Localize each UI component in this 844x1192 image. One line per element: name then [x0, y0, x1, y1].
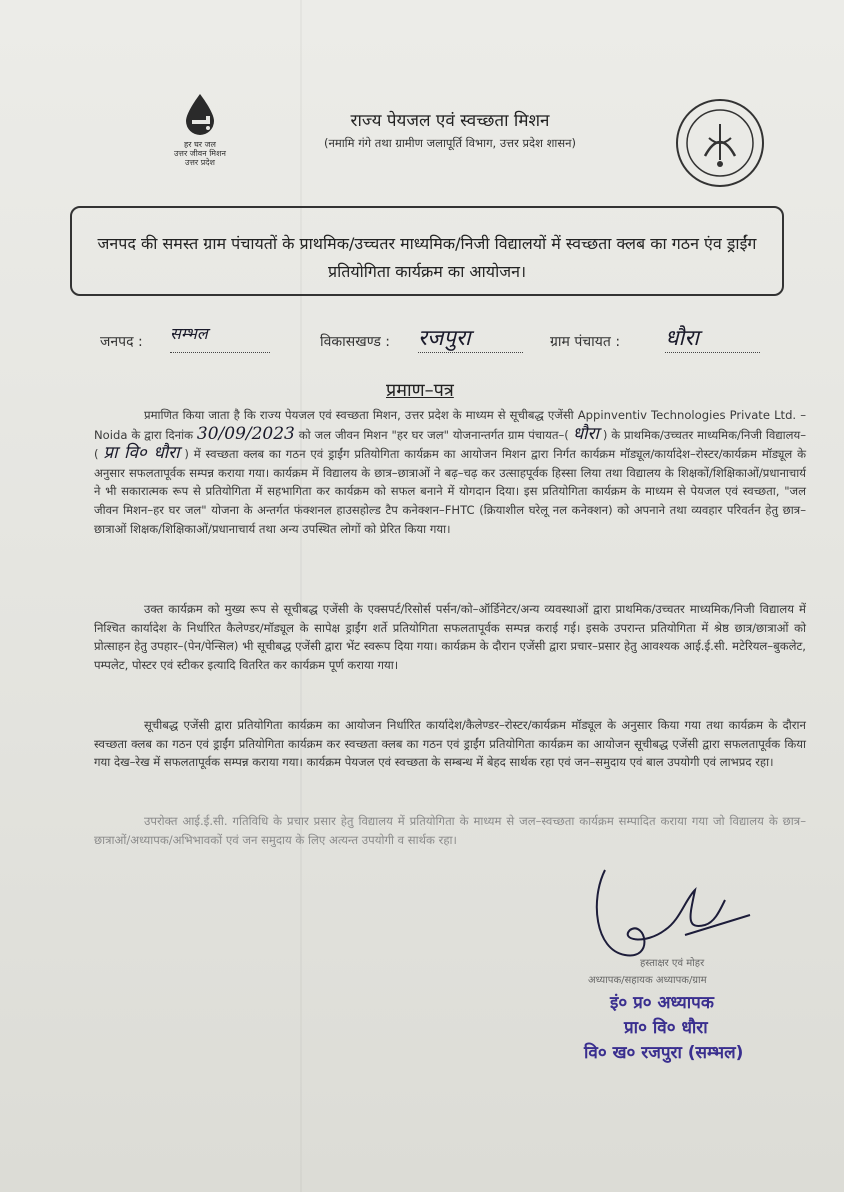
- org-title: राज्य पेयजल एवं स्वच्छता मिशन: [350, 111, 550, 131]
- paper-fold: [300, 0, 302, 1192]
- district-label: जनपद :: [100, 334, 143, 350]
- stamp-line-3: वि० ख० रजपुरा (सम्भल): [584, 1043, 744, 1063]
- p1-text-b: को जल जीवन मिशन "हर घर जल" योजनान्तर्गत ग्राम पंचायत–(: [298, 427, 569, 442]
- org-subtitle: (नमामि गंगे तथा ग्रामीण जलापूर्ति विभाग, उत्तर प्रदेश शासन): [323, 136, 577, 150]
- block-label: विकासखण्ड :: [320, 334, 391, 350]
- designation-caption: अध्यापक/सहायक अध्यापक/ग्राम: [588, 975, 707, 986]
- p1-text-d: ) में स्वच्छता क्लब का गठन एवं ड्राईंग प्रतियोगिता कार्यक्रम का आयोजन मिशन द्वारा निर्गत कार्यक्रम मॉड्यूल/कार्यादेश–रोस्टर/कार्यक्रम मॉड्यूल के अनुसार सफलतापूर्वक सम्पन्न कराया गया। कार्यक्रम में विद्यालय के छात्र–छात्राओं ने बढ़–चढ़ कर उत्साहपूर्वक हिस्सा लिया तथा विद्यालय के शिक्षकों/शिक्षिकाओं/प्रधानाचार्य ने भी सकारात्मक रूप से प्रतियोगिता में सहभागिता कर कार्यक्रम को सफल बनाने में योगदान दिया। इस प्रतियोगिता कार्यक्रम के माध्यम से पेयजल एवं स्वच्छता, "जल जीवन मिशन–हर घर जल" योजना के अन्तर्गत फंक्शनल हाउसहोल्ड टैप कनेक्शन–FHTC (क्रियाशील घरेलू नल कनेक्शन) को अपनाने तथा व्यवहार परिवर्तन हेतु छात्र–छात्राओं शिक्षक/शिक्षिकाओं/प्रधानाचार्य तथा अन्य उपस्थित लोगों को प्रेरित किया गया।: [94, 447, 806, 536]
- paragraph-1: [94, 406, 806, 538]
- paragraph-2: उक्त कार्यक्रम को मुख्य रूप से सूचीबद्ध एजेंसी के एक्सपर्ट/रिसोर्स पर्सन/को–ऑर्डिनेटर/अन्य व्यवस्थाओं द्वारा प्राथमिक/उच्चतर माध्यमिक/निजी विद्यालय में निश्चित कार्यादेश के निर्धारित कैलेण्डर/मॉड्यूल के सापेक्ष ड्राईंग शर्ते प्रतियोगिता सफलतापूर्वक सम्पन्न कराई गई। इसके उपरान्त प्रतियोगिता में श्रेष्ठ छात्र/छात्राओं को प्रोत्साहन हेतु उपहार–(पेन/पेन्सिल) भी सूचीबद्ध एजेंसी द्वारा भेंट स्वरूप दिया गया। कार्यक्रम के दौरान एजेंसी द्वारा प्रचार–प्रसार हेतु आवश्यक आई.ई.सी. मटेरियल–बुकलेट, पम्पलेट, पोस्टर एवं स्टीकर इत्यादि वितरित कर कार्यक्रम पूर्ण कराया गया।: [94, 602, 806, 672]
- har-ghar-jal-logo: [160, 92, 240, 167]
- district-value: सम्भल: [170, 322, 270, 353]
- handwritten-gram-panchayat: धौरा: [572, 423, 599, 444]
- water-drop-icon: [182, 92, 218, 136]
- p1-text-a: प्रमाणित किया जाता है कि राज्य पेयजल एवं स्वच्छता मिशन, उत्तर प्रदेश के माध्यम से सूचीबद्ध एजेंसी Appinventiv Technologies Private Ltd. – Noida के द्वारा दिनांक: [94, 408, 806, 442]
- block-value: रजपुरा: [418, 322, 523, 353]
- logo-caption-2: उत्तर जीवन मिशन: [174, 149, 226, 158]
- location-fields: [100, 322, 790, 362]
- logo-caption-1: हर घर जल: [184, 140, 216, 149]
- logo-caption-3: उत्तर प्रदेश: [185, 158, 215, 167]
- stamp-line-1: इं० प्र० अध्यापक: [610, 993, 714, 1013]
- handwritten-date: 30/09/2023: [196, 423, 295, 444]
- panchayat-label: ग्राम पंचायत :: [550, 334, 621, 350]
- panchayat-value: धौरा: [665, 322, 760, 353]
- stamp-line-2: प्रा० वि० धौरा: [624, 1018, 708, 1038]
- up-government-seal-icon: [675, 98, 765, 188]
- signature-caption: हस्ताक्षर एवं मोहर: [640, 958, 705, 969]
- handwritten-school-name: प्रा वि० धौरा: [103, 443, 180, 464]
- p1-text-c: ) के प्राथमिक/उच्चतर माध्यमिक/निजी विद्यालय–(: [94, 427, 807, 462]
- paragraph-3: सूचीबद्ध एजेंसी द्वारा प्रतियोगिता कार्यक्रम का आयोजन निर्धारित कार्यादेश/कैलेण्डर–रोस्टर/कार्यक्रम मॉड्यूल के अनुसार किया गया तथा कार्यक्रम के दौरान स्वच्छता क्लब का गठन एवं ड्राईंग प्रतियोगिता कार्यक्रम कर स्वच्छता क्लब का गठन एवं ड्राईंग प्रतियोगिता कार्यक्रम का आयोजन सूचीबद्ध एजेंसी द्वारा सफलतापूर्वक किया गया देख–रेख में सफलतापूर्वक सम्पन्न कराया गया। कार्यक्रम पेयजल एवं स्वच्छता के सम्बन्ध में बेहद सार्थक रहा एवं जन–समुदाय एवं बाल उपयोगी एवं लाभप्रद रहा।: [94, 718, 806, 770]
- certificate-heading: प्रमाण–पत्र: [386, 380, 454, 401]
- subject-box: जनपद की समस्त ग्राम पंचायतों के प्राथमिक/उच्चतर माध्यमिक/निजी विद्यालयों में स्वच्छता क्लब का गठन एंव ड्राईंग प्रतियोगिता कार्यक्रम का आयोजन।: [70, 206, 784, 296]
- paragraph-4: उपरोक्त आई.ई.सी. गतिविधि के प्रचार प्रसार हेतु विद्यालय में प्रतियोगिता के माध्यम से जल–स्वच्छता कार्यक्रम सम्पादित कराया गया जो विद्यालय के छात्र–छात्राओं/अध्यापक/अभिभावकों एवं जन समुदाय के लिए अत्यन्त उपयोगी व सार्थक रहा।: [94, 814, 806, 847]
